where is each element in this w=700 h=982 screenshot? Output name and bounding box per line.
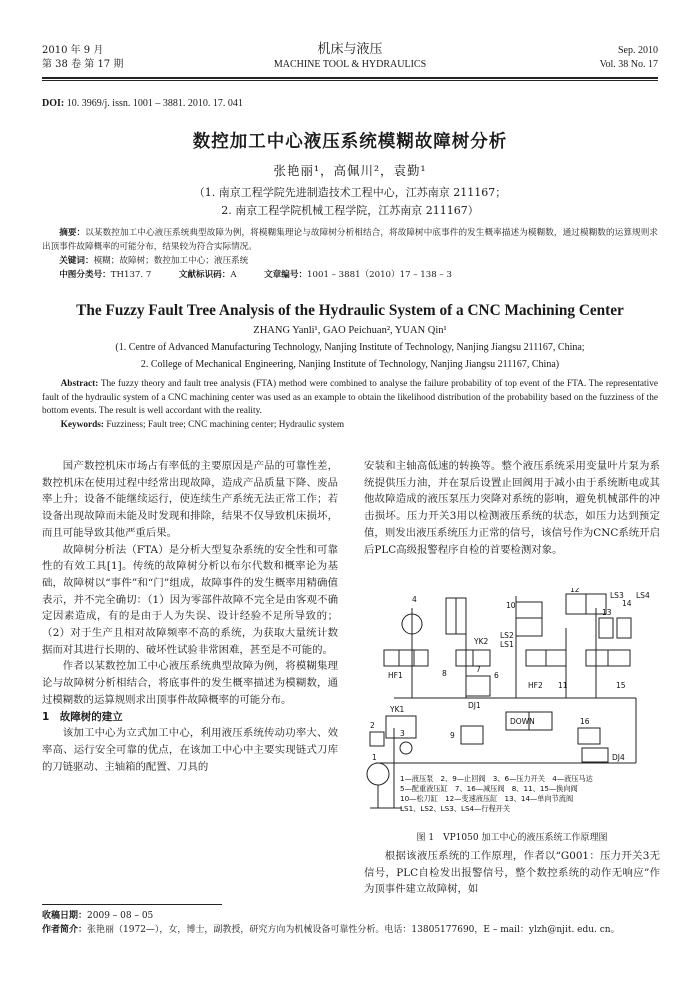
pressure-switch [400,742,412,754]
affiliation-en-1: (1. Centre of Advanced Manufacturing Technology, Nanjing Institute of Technology, Nanjing Jiangsu 211167, China; [115,342,585,353]
fig-label: 7 [476,665,481,674]
fig-label: 4 [412,595,417,604]
body-paragraph: 作者以某数控加工中心液压系统典型故障为例，将模糊集理论与故障树分析相结合，将底事件的发生概率描述为模糊数，通过模糊数的运算规则求出顶事件故障概率的可能分布。 [42,660,338,706]
keywords-cn-label: 关键词： [59,256,94,266]
author-bio [42,923,658,937]
fig-label: 14 [622,599,632,608]
abstract-en-body [42,378,658,419]
valve-dj1 [466,676,490,696]
keywords-cn [42,254,658,268]
affiliation-en-2: 2. College of Mechanical Engineering, Nanjing Institute of Technology, Nanjing Jiangsu 211167, China) [140,359,560,370]
fig-label: 10 [506,601,516,610]
title-en: The Fuzzy Fault Tree Analysis of the Hydraulic System of a CNC Machining Center [76,302,624,319]
journal-name-en: MACHINE TOOL & HYDRAULICS [273,59,427,70]
fig-label: 9 [450,731,455,740]
journal-name-cn: 机床与液压 [317,42,383,57]
footnote [42,909,658,937]
body-right-column-top [364,458,660,558]
figure-legend-line: 10—松刀缸 12—变速液压缸 13、14—单向节流阀 [400,794,574,803]
abstract-en-text: The fuzzy theory and fault tree analysis (FTA) method were combined to analyse the failure probability of top event of the FTA. The representative fault of the hydraulic system of a CNC machining center was used as an example to obtain the likelihood distribution of the probability based on the fuzziness of the bottom events. The result is well accordant with the reality. [42,379,658,416]
fig-label: 2 [370,721,375,730]
keywords-en-label: Keywords: [60,419,104,430]
body-paragraph: 根据该液压系统的工作原理，作者以“G001：压力开关3无信号，PLC自检发出报警信号，整个数控系统的动作无响应”作为顶事件建立故障树，如 [364,850,660,896]
author-bio-label: 作者简介： [42,925,88,935]
figure-legend-line: 5—配重液压缸 7、16—减压阀 8、11、15—换向阀 [400,784,578,793]
author-bio-text: 张艳丽（1972—），女，博士，副教授，研究方向为机械设备可靠性分析。电话：13805177690，E – mail：ylzh@njit. edu. cn。 [87,925,620,935]
hydraulic-pump [367,763,389,785]
doc-code-label: 文献标识码： [178,270,231,280]
keywords-en [42,419,658,433]
abstract-en-label: Abstract: [60,379,99,389]
footnote-rule [42,904,222,905]
issue-date: 2010 年 9 月 [42,45,104,56]
valve-dj4 [582,748,608,762]
fig-label: 12 [570,588,580,594]
fig-label: 11 [558,681,568,690]
doc-code-value: A [230,270,237,280]
affiliation-cn-1: （1. 南京工程学院先进制造技术工程中心，江苏南京 211167； [193,186,507,199]
abstract-cn-label: 摘要： [59,228,86,238]
abstract-cn [42,226,658,282]
fig-label: LS2 [500,631,514,640]
figure-caption: 图 1 VP1050 加工中心的液压系统工作原理图 [416,833,608,843]
fig-label: YK1 [390,705,405,714]
body-left-column [42,458,338,775]
abstract-cn-body [42,226,658,254]
journal-name [0,42,700,72]
fig-label: 6 [494,671,499,680]
abstract-en [42,378,658,432]
body-paragraph: 故障树分析法（FTA）是分析大型复杂系统的安全性和可靠性的有效工具[1]。传统的故障树分析以布尔代数和概率论为基础，故障树以“事件”和“门”组成，故障事件的发生概率用精确值表示，并不完全确切：（1）因为零部件故障不完全是由客观不确定因素造成，有的是由于人为失误、设计经验不足所导致的；（2）对于生产且相对故障频率不高的系统，为获取大量统计数据而对其进行长期的、破坏性试验非常困难，甚至是不可能的。 [42,543,338,656]
affiliation-cn-2: 2. 南京工程学院机械工程学院，江苏南京 211167） [221,204,479,217]
received-date [42,909,658,923]
fig-label: 8 [442,669,447,678]
fig-label: 1 [372,753,377,762]
body-paragraph: 国产数控机床市场占有率低的主要原因是产品的可靠性差，数控机床在使用过程中经常出现故障，造成产品质量下降、废品率上升；设备不能继续运行，使连续生产系统无法正常工作；若设备出现故障而未能及时发现和排除，结果不仅导致机床损坏，而且可能导致其他严重后果。 [42,460,338,539]
fig-label: LS1 [500,640,514,649]
abstract-cn-text: 以某数控加工中心液压系统典型故障为例，将模糊集理论与故障树分析相结合，将故障树中底事件的发生概率描述为模糊数，通过模糊数的运算规则求出顶事件故障概率的可能分布，结果较为符合实际情况。 [42,228,658,252]
authors-cn: 张艳丽¹，高佩川²，袁勤¹ [273,163,427,178]
fig-label: YK2 [474,637,489,646]
classification-cn [42,268,658,282]
fig-label: HF1 [388,671,403,680]
volume-en: Vol. 38 No. 17 [599,59,658,70]
doi [42,98,243,109]
fig-label: DOWN [510,717,535,726]
release-cylinder [516,602,542,636]
header-rule [42,77,658,79]
hydraulic-schematic-figure [366,588,660,830]
class-label: 中图分类号： [59,270,111,280]
article-number-value: 1001 – 3881（2010）17 – 138 – 3 [307,270,452,280]
fig-label: HF2 [528,681,543,690]
fig-label: 15 [616,681,626,690]
figure-legend-line: LS1、LS2、LS3、LS4—行程开关 [400,804,511,813]
valve-16 [578,728,600,744]
body-paragraph: 安装和主轴高低速的转换等。整个液压系统采用变量叶片泵为系统提供压力油，并在泵后设置止回阀用于减小由于系统断电或其他故障造成的液压泵压力突降对系统的影响，避免机械部件的冲击损坏。压力开关3用以检测液压系统的状态，如压力达到预定值，则发出液压系统压力正常的信号，该信号作为CNC系统开启后PLC高级报警程序自检的首要检测对象。 [364,460,660,556]
received-value: 2009 – 08 – 05 [87,911,154,921]
header-rule-thin [42,80,658,81]
throttle-valve-13 [599,618,613,638]
throttle-valve-14 [617,618,631,638]
check-valve [370,732,384,746]
valve-hf1 [384,650,428,666]
article-number-label: 文章编号： [264,270,308,280]
fig-label: 13 [602,608,612,617]
body-paragraph: 该加工中心为立式加工中心，利用液压系统传动功率大、效率高、运行安全可靠的优点，在该加工中心中主要实现链式刀库的刀链驱动、主轴箱的配置、刀具的 [42,727,338,773]
valve-9 [461,726,483,744]
fig-label: DJ4 [612,753,625,762]
authors-en: ZHANG Yanli¹, GAO Peichuan², YUAN Qin¹ [253,325,447,336]
title-cn: 数控加工中心液压系统模糊故障树分析 [192,132,508,152]
class-value: TH137. 7 [110,270,152,280]
body-right-column-bottom [364,848,660,898]
fig-label: LS4 [636,591,650,600]
keywords-cn-text: 模糊；故障树；数控加工中心；液压系统 [93,256,249,266]
figure-legend-line: 1—液压泵 2、9—止回阀 3、6—压力开关 4—液压马达 [400,774,593,783]
fig-label: LS3 [610,591,624,600]
fig-label: 16 [580,717,590,726]
date-en: Sep. 2010 [618,45,658,56]
section-1-heading: 1 故障树的建立 [42,710,123,723]
doi-value: 10. 3969/j. issn. 1001 – 3881. 2010. 17. 041 [66,98,243,109]
journal-date-en [600,44,658,72]
fig-label: DJ1 [468,701,481,710]
doi-label: DOI: [42,98,65,109]
received-label: 收稿日期： [42,911,88,921]
fig-label: 3 [400,729,405,738]
keywords-en-text: Fuzziness; Fault tree; CNC machining center; Hydraulic system [106,419,345,430]
volume-issue: 第 38 卷 第 17 期 [42,59,124,70]
